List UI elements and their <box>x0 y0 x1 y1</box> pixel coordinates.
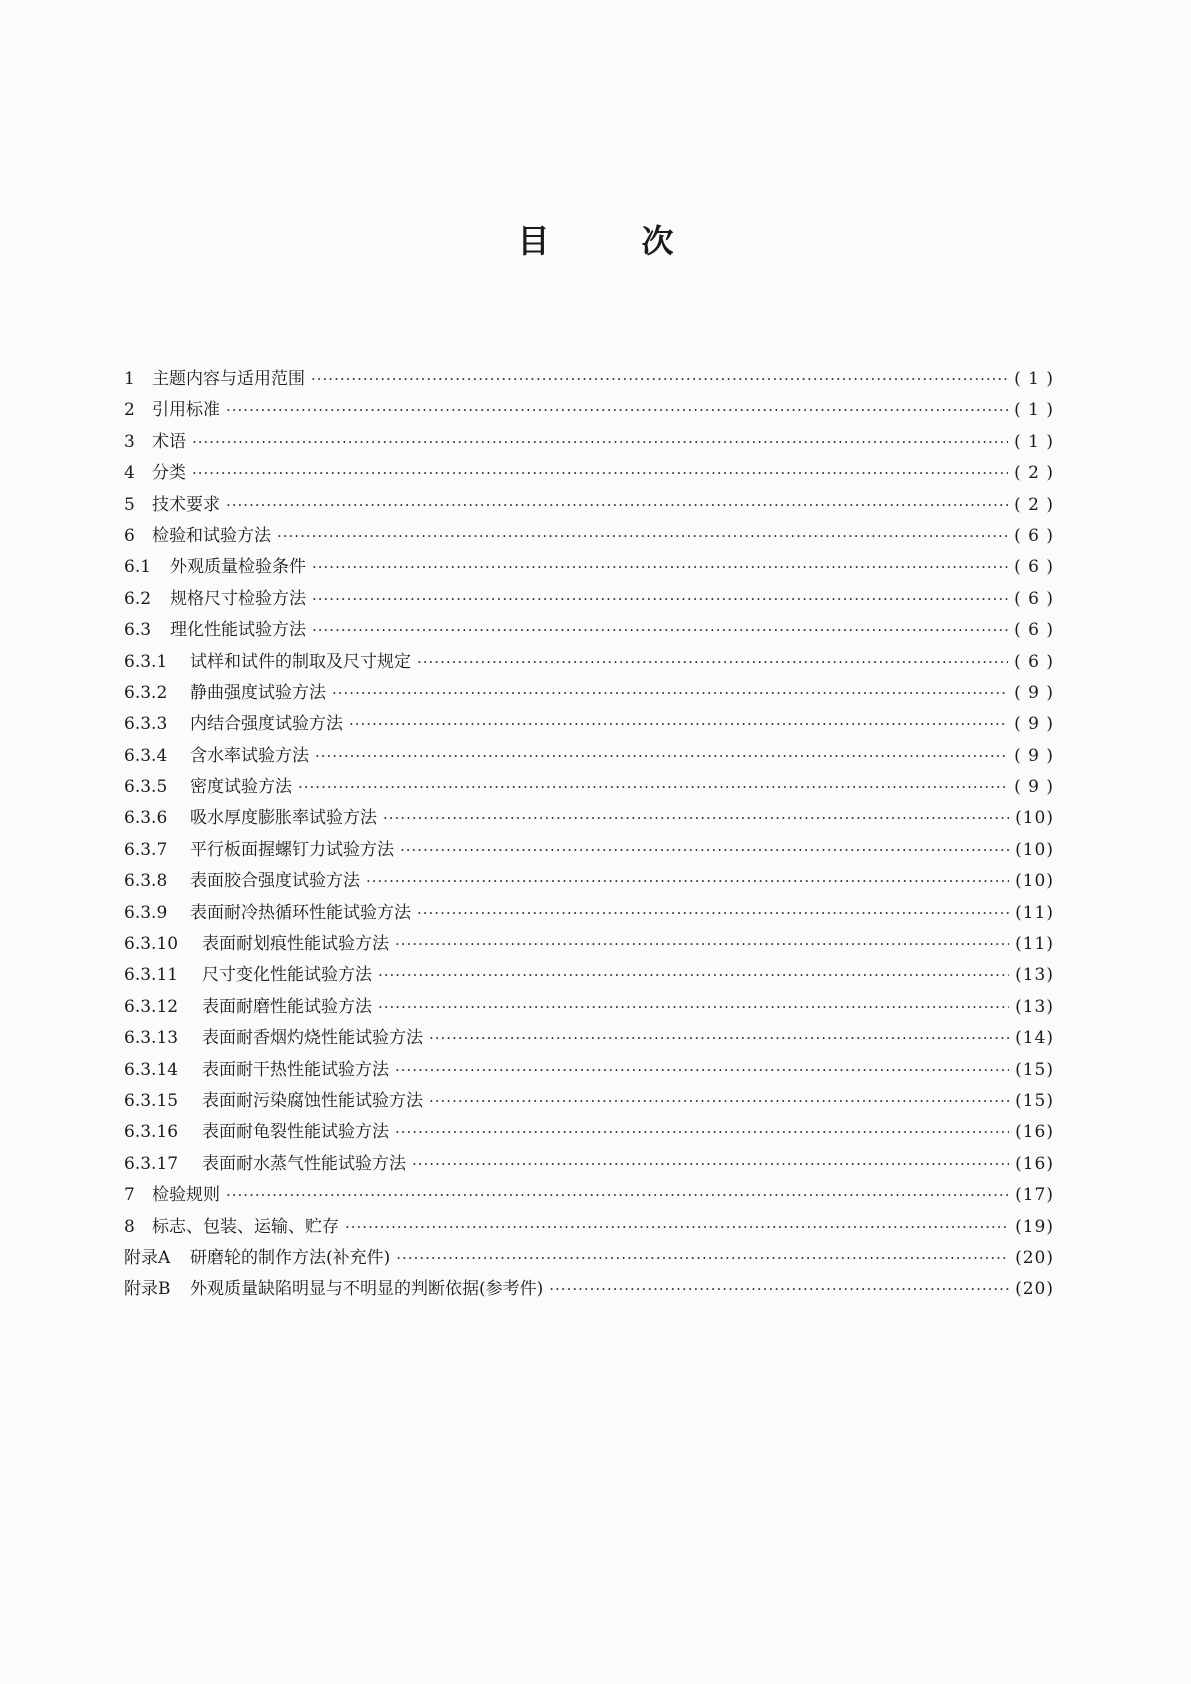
toc-title: 表面耐划痕性能试验方法 <box>202 934 389 955</box>
toc-title: 含水率试验方法 <box>190 745 309 766</box>
toc-number: 2 <box>124 400 135 421</box>
toc-leader <box>412 1149 1009 1180</box>
toc-title: 表面胶合强度试验方法 <box>190 871 360 892</box>
toc-leader <box>192 427 1008 458</box>
toc-title: 试样和试件的制取及尺寸规定 <box>190 651 411 672</box>
toc-leader <box>345 1212 1009 1243</box>
toc-number: 附录A <box>124 1247 171 1268</box>
toc-entry[interactable] <box>124 803 1054 834</box>
toc-page: ( 1 ) <box>1014 431 1054 452</box>
toc-page: ( 2 ) <box>1014 494 1054 515</box>
toc-title: 表面耐冷热循环性能试验方法 <box>190 902 411 923</box>
toc-entry[interactable] <box>124 1086 1054 1117</box>
toc-page: (13) <box>1015 965 1054 986</box>
toc-entry[interactable] <box>124 490 1054 521</box>
table-of-contents <box>124 364 1054 1306</box>
toc-title: 尺寸变化性能试验方法 <box>202 965 372 986</box>
toc-leader <box>312 584 1008 615</box>
toc-leader <box>429 1086 1009 1117</box>
toc-leader <box>349 709 1008 740</box>
toc-number: 3 <box>124 431 135 452</box>
toc-title: 内结合强度试验方法 <box>190 714 343 735</box>
toc-leader <box>311 364 1008 395</box>
toc-leader <box>378 992 1009 1023</box>
toc-leader <box>332 678 1008 709</box>
toc-entry[interactable] <box>124 1023 1054 1054</box>
toc-page: ( 9 ) <box>1014 714 1054 735</box>
toc-title: 技术要求 <box>152 494 220 515</box>
toc-leader <box>366 866 1009 897</box>
toc-number: 6.3.10 <box>124 934 179 955</box>
toc-title: 表面耐水蒸气性能试验方法 <box>202 1153 406 1174</box>
toc-title: 密度试验方法 <box>190 777 292 798</box>
toc-page: ( 9 ) <box>1014 777 1054 798</box>
toc-number: 6.3.17 <box>124 1153 179 1174</box>
toc-number: 6.3.2 <box>124 682 168 703</box>
toc-page: (20) <box>1015 1247 1054 1268</box>
toc-number: 4 <box>124 463 135 484</box>
toc-title: 术语 <box>152 431 186 452</box>
toc-entry[interactable] <box>124 741 1054 772</box>
toc-title: 检验规则 <box>152 1185 220 1206</box>
toc-entry[interactable] <box>124 709 1054 740</box>
toc-leader <box>226 395 1008 426</box>
toc-number: 6.3.13 <box>124 1028 179 1049</box>
toc-page: ( 6 ) <box>1014 525 1054 546</box>
toc-title: 表面耐磨性能试验方法 <box>202 996 372 1017</box>
toc-number: 6.3.15 <box>124 1090 179 1111</box>
toc-entry[interactable] <box>124 395 1054 426</box>
toc-title: 研磨轮的制作方法(补充件) <box>190 1247 391 1268</box>
toc-number: 6.3 <box>124 620 152 641</box>
toc-leader <box>277 521 1008 552</box>
toc-entry[interactable] <box>124 898 1054 929</box>
toc-title: 吸水厚度膨胀率试验方法 <box>190 808 377 829</box>
toc-number: 6 <box>124 525 135 546</box>
toc-title: 静曲强度试验方法 <box>190 682 326 703</box>
toc-leader <box>378 960 1009 991</box>
toc-page: ( 6 ) <box>1014 588 1054 609</box>
toc-leader <box>315 741 1008 772</box>
toc-leader <box>226 490 1008 521</box>
toc-entry[interactable] <box>124 552 1054 583</box>
toc-page: (16) <box>1015 1153 1054 1174</box>
toc-page: (16) <box>1015 1122 1054 1143</box>
toc-leader <box>298 772 1008 803</box>
toc-leader <box>549 1274 1009 1305</box>
toc-number: 附录B <box>124 1279 171 1300</box>
toc-leader <box>383 803 1009 834</box>
toc-entry[interactable] <box>124 1180 1054 1211</box>
toc-leader <box>226 1180 1009 1211</box>
toc-entry[interactable] <box>124 929 1054 960</box>
toc-title: 主题内容与适用范围 <box>152 369 305 389</box>
toc-leader <box>312 615 1008 646</box>
toc-page: ( 1 ) <box>1014 400 1054 421</box>
toc-page: ( 6 ) <box>1014 651 1054 672</box>
toc-entry[interactable] <box>124 992 1054 1023</box>
toc-page: (17) <box>1015 1185 1054 1206</box>
toc-leader <box>395 1055 1009 1086</box>
toc-page: ( 6 ) <box>1014 557 1054 578</box>
page-title <box>0 216 1191 262</box>
toc-entry[interactable] <box>124 584 1054 615</box>
toc-title: 表面耐香烟灼烧性能试验方法 <box>202 1028 423 1049</box>
toc-number: 6.3.12 <box>124 996 179 1017</box>
toc-entry[interactable] <box>124 866 1054 897</box>
toc-entry[interactable] <box>124 364 1054 395</box>
toc-page: ( 1 ) <box>1014 369 1054 389</box>
toc-title: 外观质量缺陷明显与不明显的判断依据(参考件) <box>190 1279 544 1300</box>
toc-leader <box>312 552 1008 583</box>
toc-title: 平行板面握螺钉力试验方法 <box>190 839 394 860</box>
toc-number: 6.3.5 <box>124 777 168 798</box>
toc-entry[interactable] <box>124 427 1054 458</box>
toc-leader <box>395 929 1009 960</box>
toc-title: 引用标准 <box>152 400 220 421</box>
toc-number: 6.3.6 <box>124 808 168 829</box>
toc-entry[interactable] <box>124 1117 1054 1148</box>
toc-number: 6.3.9 <box>124 902 168 923</box>
toc-number: 6.3.3 <box>124 714 168 735</box>
toc-page: (11) <box>1015 934 1054 955</box>
toc-leader <box>400 835 1009 866</box>
toc-entry[interactable] <box>124 1274 1054 1305</box>
toc-entry[interactable] <box>124 678 1054 709</box>
toc-entry[interactable] <box>124 1149 1054 1180</box>
toc-title: 标志、包装、运输、贮存 <box>152 1216 339 1237</box>
toc-entry[interactable] <box>124 647 1054 678</box>
toc-number: 6.3.16 <box>124 1122 179 1143</box>
toc-number: 5 <box>124 494 135 515</box>
toc-page: (13) <box>1015 996 1054 1017</box>
toc-page: (15) <box>1015 1059 1054 1080</box>
toc-page: (20) <box>1015 1279 1054 1300</box>
toc-title: 表面耐污染腐蚀性能试验方法 <box>202 1090 423 1111</box>
toc-number: 6.3.11 <box>124 965 179 986</box>
toc-leader <box>417 898 1009 929</box>
toc-entry[interactable] <box>124 1243 1054 1274</box>
toc-title: 表面耐龟裂性能试验方法 <box>202 1122 389 1143</box>
toc-entry[interactable] <box>124 960 1054 991</box>
toc-number: 7 <box>124 1185 135 1206</box>
toc-number: 6.2 <box>124 588 152 609</box>
toc-entry[interactable] <box>124 615 1054 646</box>
title-char-1: 目 <box>517 222 550 260</box>
toc-leader <box>192 458 1008 489</box>
toc-title: 规格尺寸检验方法 <box>170 588 306 609</box>
toc-title: 分类 <box>152 463 186 484</box>
toc-leader <box>417 647 1008 678</box>
toc-page: ( 2 ) <box>1014 463 1054 484</box>
toc-leader <box>395 1117 1009 1148</box>
title-char-2: 次 <box>641 222 674 260</box>
toc-leader <box>396 1243 1009 1274</box>
toc-entry[interactable] <box>124 521 1054 552</box>
toc-page: ( 9 ) <box>1014 682 1054 703</box>
toc-title: 表面耐干热性能试验方法 <box>202 1059 389 1080</box>
toc-entry[interactable] <box>124 1055 1054 1086</box>
toc-page: (10) <box>1015 839 1054 860</box>
toc-title: 外观质量检验条件 <box>170 557 306 578</box>
toc-page: (10) <box>1015 871 1054 892</box>
toc-number: 6.1 <box>124 557 152 578</box>
toc-leader <box>429 1023 1009 1054</box>
toc-entry[interactable] <box>124 458 1054 489</box>
toc-page: ( 9 ) <box>1014 745 1054 766</box>
toc-number: 8 <box>124 1216 135 1237</box>
toc-number: 6.3.4 <box>124 745 168 766</box>
toc-page: ( 6 ) <box>1014 620 1054 641</box>
toc-number: 6.3.8 <box>124 871 168 892</box>
toc-number: 6.3.1 <box>124 651 168 672</box>
toc-page: (10) <box>1015 808 1054 829</box>
toc-page: (14) <box>1015 1028 1054 1049</box>
toc-entry[interactable] <box>124 772 1054 803</box>
toc-entry[interactable] <box>124 1212 1054 1243</box>
toc-number: 6.3.14 <box>124 1059 179 1080</box>
toc-entry[interactable] <box>124 835 1054 866</box>
toc-page: (15) <box>1015 1090 1054 1111</box>
toc-title: 检验和试验方法 <box>152 525 271 546</box>
toc-page: (11) <box>1015 902 1054 923</box>
toc-page: (19) <box>1015 1216 1054 1237</box>
toc-title: 理化性能试验方法 <box>170 620 306 641</box>
toc-number: 1 <box>124 369 135 389</box>
toc-number: 6.3.7 <box>124 839 168 860</box>
